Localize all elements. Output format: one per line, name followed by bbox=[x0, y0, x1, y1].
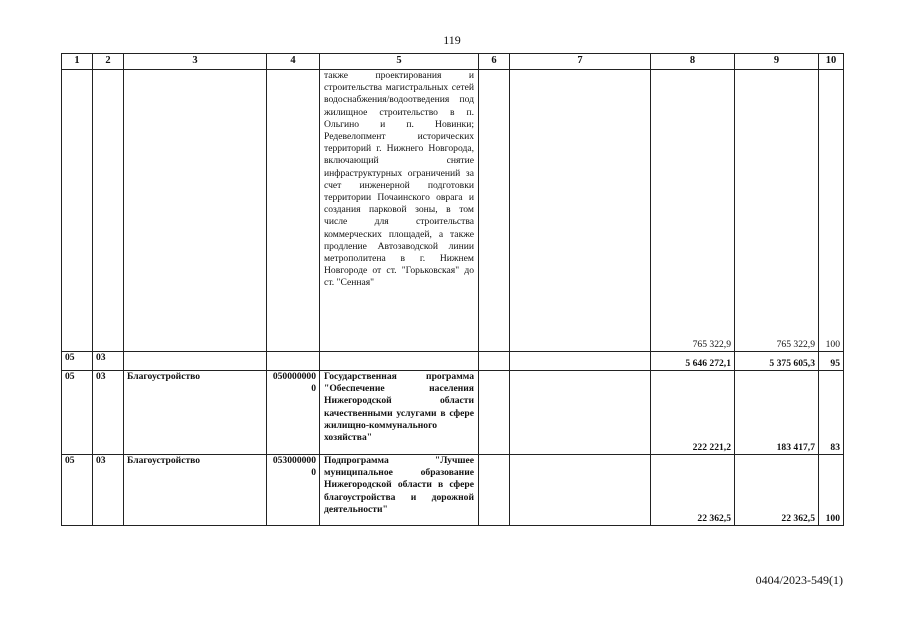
table-row bbox=[62, 70, 844, 352]
table-row bbox=[62, 455, 844, 526]
table-row bbox=[62, 352, 844, 371]
cell-subsection: 03 bbox=[93, 371, 124, 455]
cell-description: также проектирования и строительства магистральных сетей водоснабжения/водоотведения под жилищное строительство в п. Ольгино и п. Новинки; Редевелопмент исторических территорий г. Нижнего Новгорода, включающий снятие инфраструктурных ограничений за счет инженерной подготовки территории Почаинского оврага и создания парковой зоны, в том числе для строительства коммерческих площадей, а также продление Автозаводской линии метрополитена в г. Нижнем Новгороде от ст. "Горьковская" до ст. "Сенная" bbox=[320, 70, 479, 352]
cell-subsection: 03 bbox=[93, 352, 124, 371]
cell-plan: 222 221,2 bbox=[651, 371, 735, 455]
cell-code bbox=[267, 70, 320, 352]
cell-col7 bbox=[510, 352, 651, 371]
cell-col7 bbox=[510, 455, 651, 526]
header-cell: 1 bbox=[62, 54, 93, 70]
header-cell: 4 bbox=[267, 54, 320, 70]
cell-description: Подпрограмма "Лучшее муниципальное образование Нижегородской области в сфере благоустройства и дорожной деятельности" bbox=[320, 455, 479, 526]
cell-section: 05 bbox=[62, 352, 93, 371]
document-code: 0404/2023-549(1) bbox=[755, 573, 843, 587]
cell-col7 bbox=[510, 70, 651, 352]
header-cell: 10 bbox=[819, 54, 844, 70]
cell-col7 bbox=[510, 371, 651, 455]
cell-percent: 100 bbox=[819, 70, 844, 352]
cell-percent: 100 bbox=[819, 455, 844, 526]
header-cell: 2 bbox=[93, 54, 124, 70]
cell-code bbox=[267, 352, 320, 371]
cell-col6 bbox=[479, 371, 510, 455]
cell-code: 0500000000 bbox=[267, 371, 320, 455]
cell-col6 bbox=[479, 352, 510, 371]
header-cell: 7 bbox=[510, 54, 651, 70]
header-row bbox=[62, 54, 844, 70]
cell-plan: 22 362,5 bbox=[651, 455, 735, 526]
cell-plan: 765 322,9 bbox=[651, 70, 735, 352]
header-cell: 8 bbox=[651, 54, 735, 70]
cell-subsection: 03 bbox=[93, 455, 124, 526]
cell-section: 05 bbox=[62, 371, 93, 455]
cell-description bbox=[320, 352, 479, 371]
cell-actual: 22 362,5 bbox=[735, 455, 819, 526]
cell-section bbox=[62, 70, 93, 352]
cell-section: 05 bbox=[62, 455, 93, 526]
cell-plan: 5 646 272,1 bbox=[651, 352, 735, 371]
cell-actual: 5 375 605,3 bbox=[735, 352, 819, 371]
header-cell: 9 bbox=[735, 54, 819, 70]
cell-actual: 765 322,9 bbox=[735, 70, 819, 352]
cell-col6 bbox=[479, 70, 510, 352]
cell-code: 0530000000 bbox=[267, 455, 320, 526]
header-cell: 6 bbox=[479, 54, 510, 70]
cell-percent: 95 bbox=[819, 352, 844, 371]
cell-name: Благоустройство bbox=[124, 371, 267, 455]
cell-description: Государственная программа "Обеспечение населения Нижегородской области качественными услугами в сфере жилищно-коммунального хозяйства" bbox=[320, 371, 479, 455]
header-cell: 5 bbox=[320, 54, 479, 70]
table-row bbox=[62, 371, 844, 455]
cell-percent: 83 bbox=[819, 371, 844, 455]
cell-name: Благоустройство bbox=[124, 455, 267, 526]
cell-col6 bbox=[479, 455, 510, 526]
cell-name bbox=[124, 70, 267, 352]
header-cell: 3 bbox=[124, 54, 267, 70]
cell-subsection bbox=[93, 70, 124, 352]
cell-actual: 183 417,7 bbox=[735, 371, 819, 455]
cell-name bbox=[124, 352, 267, 371]
budget-table bbox=[61, 53, 844, 526]
page-number: 119 bbox=[443, 33, 461, 47]
